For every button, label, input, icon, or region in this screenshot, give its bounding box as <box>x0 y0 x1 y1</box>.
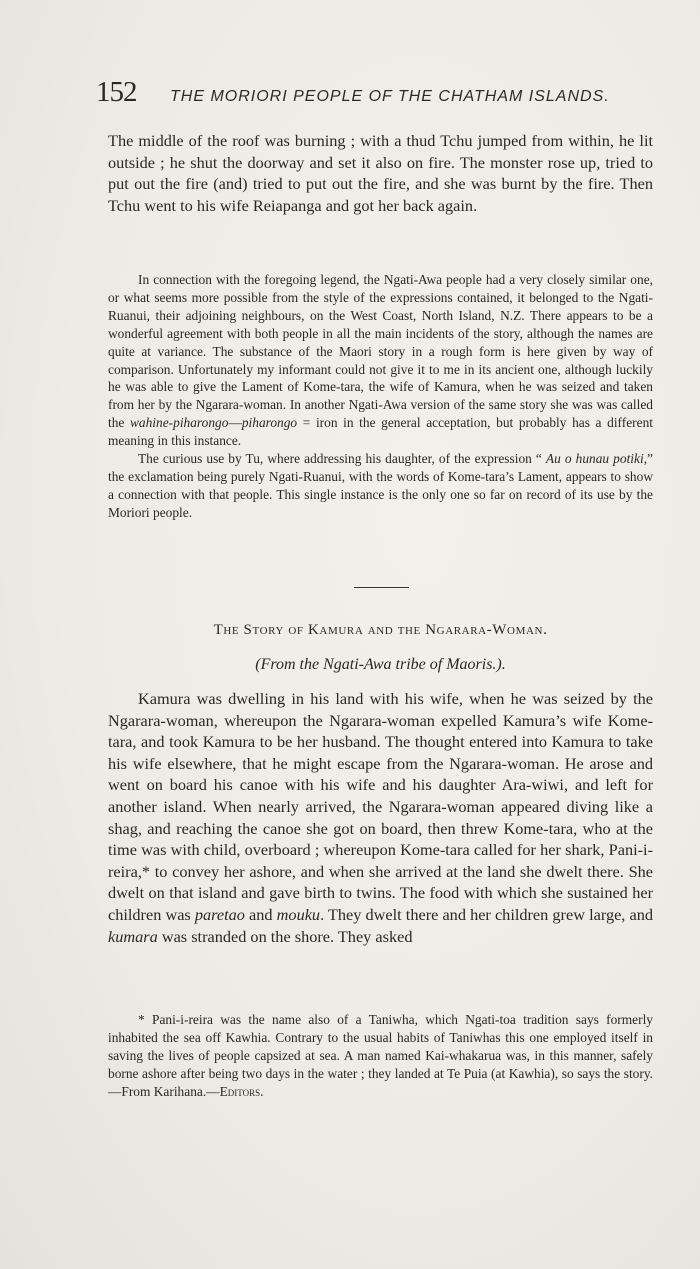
note-p2-text-b: ,” the exclamation being purely Ngati-Ruanui, with the words of Kome-tara’s Lament, appears to show a connection with that people. This single instance is the only one so far on record of its use by the Moriori people. <box>108 451 653 520</box>
story-text-3: . They dwelt there and her children grew large, and <box>320 904 653 924</box>
story-italic-kumara: kumara <box>108 926 158 946</box>
note-paragraph-2 <box>108 450 653 522</box>
running-header <box>96 76 610 110</box>
section-divider <box>354 587 409 588</box>
footnote-text: * Pani-i-reira was the name also of a Taniwha, which Ngati-toa tradition says formerly inhabited the sea off Kawhia. Contrary to the usual habits of Taniwhas this one employed itself in saving the lives of people capsized at sea. A man named Kai-whakarua was, in this manner, safely borne ashore after being two days in the water ; they landed at Te Puia (at Kawhia), so says the story.—From Karihana.— <box>108 1012 653 1099</box>
story-subtitle: (From the Ngati-Awa tribe of Maoris.). <box>255 656 506 673</box>
story-title: The Story of Kamura and the Ngarara-Woman. <box>213 622 548 638</box>
note-p1-text-a: In connection with the foregoing legend, the Ngati-Awa people had a very closely similar one, or what seems more possible from the style of the expressions contained, it belonged to the Ngati-Ruanui, their adjoining neighbours, on the West Coast, North Island, N.Z. There appears to be a wonderful agreement with both people in all the main incidents of the story, although the names are quite at variance. The substance of the Maori story in a rough form is here given by way of comparison. Unfortunately my informant could not give it to me in its ancient one, although luckily he was able to give the Lament of Kome-tara, the wife of Kamura, when he was seized and taken from her by the Ngarara-woman. In another Ngati-Awa version of the same story she was was called the <box>108 272 653 431</box>
editorial-note <box>108 271 653 522</box>
story-text-2: and <box>244 904 277 924</box>
footnote <box>108 1011 653 1101</box>
story-body <box>108 688 653 947</box>
footnote-paragraph <box>108 1011 653 1101</box>
opening-paragraph-block <box>108 130 653 216</box>
page-number: 152 <box>96 76 137 108</box>
note-p1-italic-b: piharongo <box>241 415 298 431</box>
opening-paragraph: The middle of the roof was burning ; with a thud Tchu jumped from within, he lit outside ; he shut the doorway and set it also on fire. The monster rose up, tried to put out the fire (and) tried to put out the fire, and she was burnt by the fire. Then Tchu went to his wife Reiapanga and got her back again. <box>108 131 653 215</box>
note-p2-text-a: The curious use by Tu, where addressing his daughter, of the expression “ <box>138 451 546 467</box>
story-text-4: was stranded on the shore. They asked <box>157 926 413 946</box>
note-paragraph-1 <box>108 271 653 450</box>
note-p1-dash: — <box>228 415 242 431</box>
note-p1-italic-a: wahine-piharongo <box>129 415 229 431</box>
story-italic-paretao: paretao <box>194 904 245 924</box>
note-p1-text-b: = iron in the general acceptation, but probably has a different meaning in this instance. <box>108 415 653 449</box>
story-italic-mouku: mouku <box>276 904 321 924</box>
running-title: THE MORIORI PEOPLE OF THE CHATHAM ISLANDS. <box>170 88 610 105</box>
footnote-editors: Editors. <box>219 1083 264 1099</box>
story-text-1: Kamura was dwelling in his land with his wife, when he was seized by the Ngarara-woman, whereupon the Ngarara-woman expelled Kamura’s wife Kome-tara, and took Kamura to be her husband. The thought entered into Kamura to take his wife elsewhere, that he might escape from the Ngarara-woman. He arose and went on board his canoe with his wife and his daughter Ara-wiwi, and left for another island. When nearly arrived, the Ngarara-woman appeared diving like a shag, and reaching the canoe she got on board, then threw Kome-tara, who at the time was with child, overboard ; whereupon Kome-tara called for her shark, Pani-i-reira,* to convey her ashore, and when she arrived at the land she dwelt there. She dwelt on that island and gave birth to twins. The food with which she sustained her children was <box>108 689 653 924</box>
note-p2-italic: Au o hunau potiki <box>545 451 644 467</box>
story-paragraph <box>108 688 653 947</box>
